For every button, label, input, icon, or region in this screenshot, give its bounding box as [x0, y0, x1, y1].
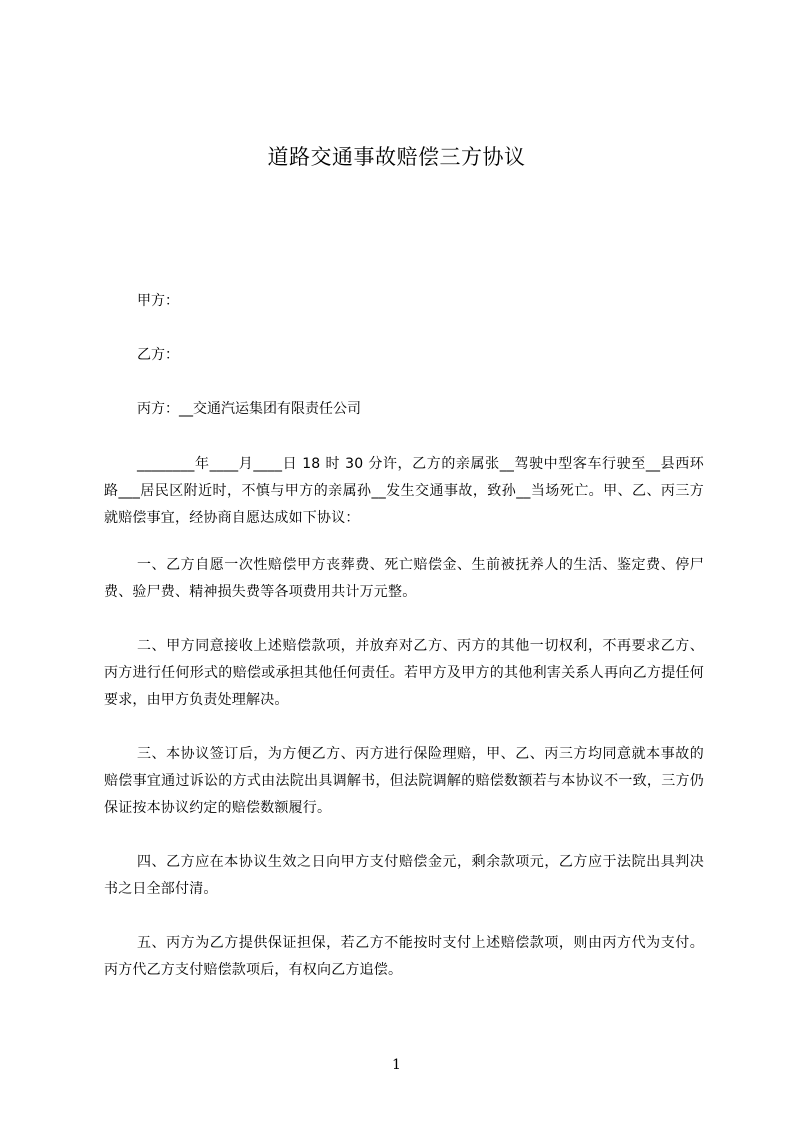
clause-2: 二、甲方同意接收上述赔偿款项，并放弃对乙方、丙方的其他一切权利，不再要求乙方、丙方进行任何形式的赔偿或承担其他任何责任。若甲方及甲方的其他利害关系人再向乙方提任何要求，由甲方负责处理解决。 — [104, 638, 704, 708]
clause-3: 三、本协议签订后，为方便乙方、丙方进行保险理赔，甲、乙、丙三方均同意就本事故的赔偿事宜通过诉讼的方式由法院出具调解书，但法院调解的赔偿数额若与本协议不一致，三方仍保证按本协议约定的赔偿数额履行。 — [104, 746, 704, 816]
party-c-line: 丙方：__交通汽运集团有限责任公司 — [137, 401, 361, 417]
page-number: 1 — [392, 1057, 401, 1073]
clause-4: 四、乙方应在本协议生效之日向甲方支付赔偿金元，剩余款项元，乙方应于法院出具判决书之日全部付清。 — [104, 854, 704, 897]
party-b-line: 乙方： — [137, 347, 179, 363]
document-title: 道路交通事故赔偿三方协议 — [267, 145, 526, 169]
clause-1: 一、乙方自愿一次性赔偿甲方丧葬费、死亡赔偿金、生前被抚养人的生活、鉴定费、停尸费、验尸费、精神损失费等各项费用共计万元整。 — [104, 557, 704, 600]
party-a-line: 甲方： — [137, 293, 179, 309]
intro-paragraph: ________年____月____日 18 时 30 分许，乙方的亲属张__驾驶中型客车行驶至__县西环路___居民区附近时，不慎与甲方的亲属孙__发生交通事故，致孙__当场死亡。甲、乙、丙三方就赔偿事宜，经协商自愿达成如下协议： — [104, 456, 704, 526]
clause-5: 五、丙方为乙方提供保证担保，若乙方不能按时支付上述赔偿款项，则由丙方代为支付。丙方代乙方支付赔偿款项后，有权向乙方追偿。 — [104, 935, 704, 978]
